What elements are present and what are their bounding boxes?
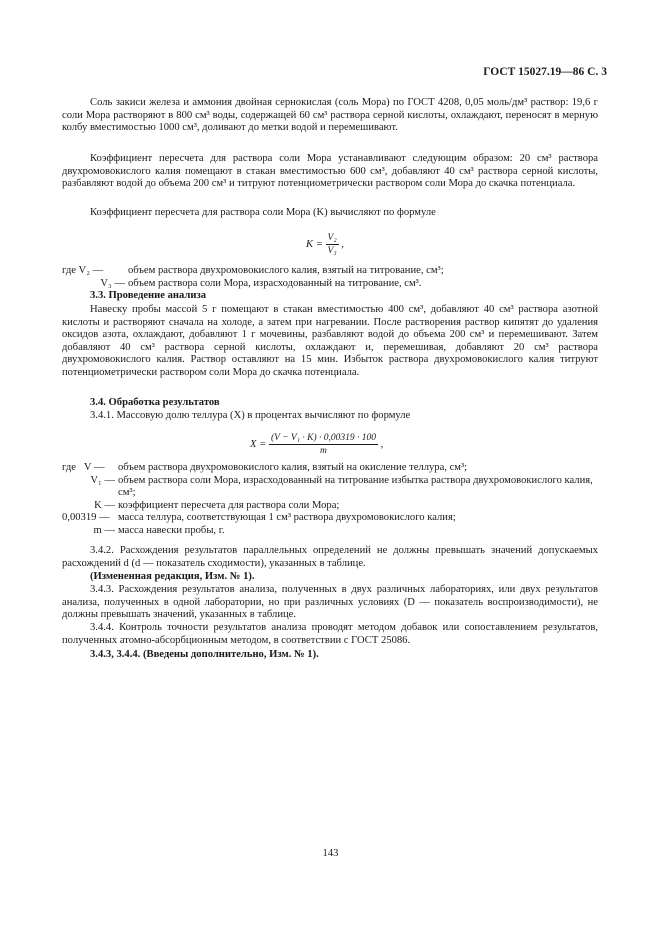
definition-row — [62, 265, 602, 278]
formula-k-tail: , — [341, 238, 344, 250]
paragraph-3-4-4: 3.4.4. Контроль точности результатов анализа проводят методом добавок или сопоставлением результатов, полученных атомно-абсорбционным методом, в соответствии с ГОСТ 25086. — [62, 622, 598, 646]
definition-text: объем раствора соли Мора, израсходованный на титрование, см³. — [128, 277, 422, 289]
paragraph-3-4-2: 3.4.2. Расхождения результатов параллельных определений не должны превышать значений допускаемых расхождений d (d — показатель сходимости), указанных в таблице. — [62, 545, 598, 569]
formula-x-denominator: m — [320, 446, 327, 456]
definition-symbol: где V — — [62, 462, 105, 473]
definition-row — [62, 500, 602, 513]
definition-row — [62, 462, 602, 475]
page-header: ГОСТ 15027.19—86 С. 3 — [483, 66, 607, 78]
definition-text: объем раствора двухромовокислого калия, взятый на окисление теллура, см³; — [118, 462, 468, 473]
definition-symbol: m — — [93, 524, 115, 536]
definitions-k — [62, 265, 602, 290]
paragraph-mohr-salt: Соль закиси железа и аммония двойная сернокислая (соль Мора) по ГОСТ 4208, 0,05 моль/дм³ раствор: 19,6 г соли Мора растворяют в 800 см³ воды, содержащей 60 см³ раствора серной кислоты, охлаждают, переносят в мерную колбу вместимостью 1000 см³, доливают до метки водой и перемешивают. — [62, 97, 598, 134]
formula-x-numerator: (V − V₁ · K) · 0,00319 · 100 — [270, 433, 376, 443]
formula-k — [306, 232, 344, 257]
section-heading-3-4: 3.4. Обработка результатов — [90, 397, 220, 408]
definition-symbol: V₁ — — [90, 474, 115, 486]
paragraph-analysis-procedure: Навеску пробы массой 5 г помещают в стакан вместимостью 400 см³, добавляют 40 см³ раствора азотной кислоты и растворяют сначала на холоде, а затем при нагревании. После растворения раствор кипятят до удаления оксидов азота, охлаждают, добавляют 1 г мочевины, разбавляют водой до объема 200 см³ и перемешивают. Затем добавляют 40 см³ раствора серной кислоты, охлаждают и, перемешивая, добавляют 20 см³ раствора двухромовокислого калия. Раствор оставляют на 15 мин. Избыток раствора двухромовокислого калия титруют потенциометрически раствором соли Мора до скачка потенциала. — [62, 304, 598, 378]
paragraph-amendment-2: 3.4.3, 3.4.4. (Введены дополнительно, Изм. № 1). — [90, 649, 319, 660]
definition-symbol: где V₂ — — [62, 265, 104, 276]
formula-k-numerator: V₂ — [327, 233, 337, 243]
definitions-x — [62, 462, 602, 538]
definition-text: объем раствора двухромовокислого калия, взятый на титрование, см³; — [128, 265, 444, 276]
formula-x-lhs: X = — [250, 438, 267, 450]
formula-x-tail: , — [380, 438, 384, 450]
section-heading-3-3: 3.3. Проведение анализа — [90, 290, 206, 301]
page-number: 143 — [322, 848, 339, 859]
definition-symbol: V₃ — — [100, 277, 125, 289]
formula-k-denominator: V₃ — [327, 246, 337, 256]
definition-row — [62, 512, 602, 525]
definition-symbol: 0,00319 — — [62, 512, 110, 524]
paragraph-3-4-3: 3.4.3. Расхождения результатов анализа, полученных в двух различных лабораториях, или двух результатов анализа, полученных в одной лаборатории, но при различных условиях (D — показатель воспроизводимости), не должны превышать значений, указанных в таблице. — [62, 584, 598, 621]
paragraph-formula-intro-x: 3.4.1. Массовую долю теллура (X) в процентах вычисляют по формуле — [90, 410, 411, 421]
formula-k-lhs: K = — [306, 238, 323, 250]
definition-text: масса теллура, соответствующая 1 см³ раствора двухромовокислого калия; — [118, 512, 456, 524]
definition-text: коэффициент пересчета для раствора соли Мора; — [118, 499, 340, 511]
paragraph-formula-intro-k: Коэффициент пересчета для раствора соли Мора (K) вычисляют по формуле — [90, 207, 436, 218]
formula-x — [250, 432, 383, 457]
definition-symbol: K — — [94, 499, 115, 511]
definition-text: масса навески пробы, г. — [118, 524, 225, 536]
definition-row — [62, 278, 602, 291]
definition-text: объем раствора соли Мора, израсходованный на титрование избытка раствора двухромовокислого калия, см³; — [118, 474, 593, 499]
definition-row — [62, 475, 602, 500]
paragraph-amendment-1: (Измененная редакция, Изм. № 1). — [90, 571, 255, 582]
formula-k-fraction — [326, 232, 339, 257]
formula-x-fraction — [269, 432, 378, 457]
paragraph-conversion-coefficient: Коэффициент пересчета для раствора соли Мора устанавливают следующим образом: 20 см³ раствора двухромовокислого калия помещают в стакан вместимостью 600 см³, добавляют 40 см³ раствора серной кислоты, разбавляют водой до объема 200 см³ и титруют потенциометрически раствором соли Мора до скачка потенциала. — [62, 153, 598, 190]
definition-row — [62, 525, 602, 538]
